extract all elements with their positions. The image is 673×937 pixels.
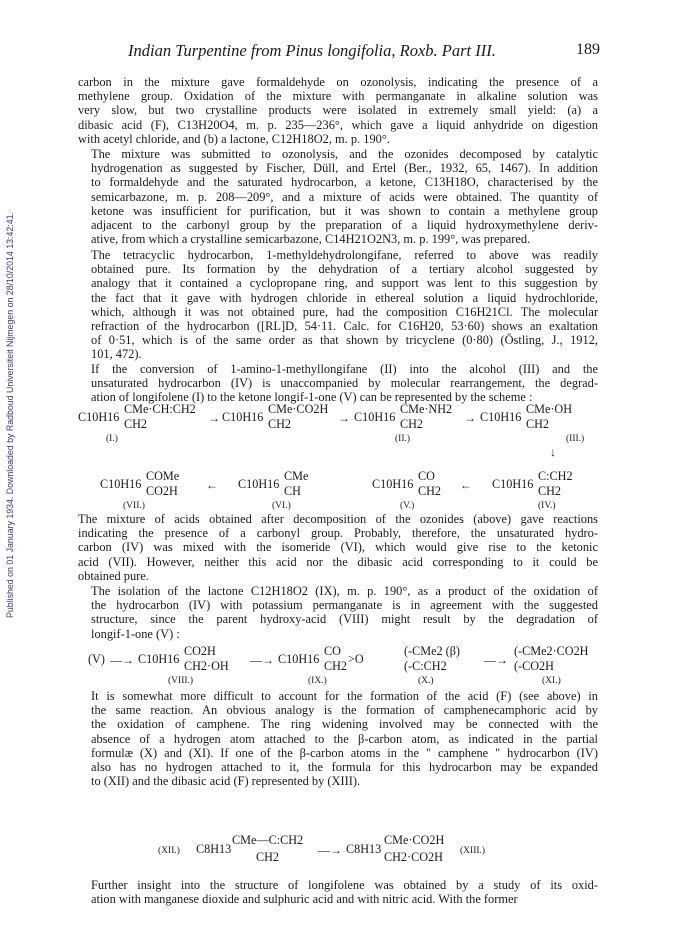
text-line: The isolation of the lactone C12H18O2 (IX), m. p. 190°, as a product of the oxidation of	[91, 584, 598, 598]
reaction-arrow: ←	[206, 478, 218, 492]
formula-top: CMe·CO2H	[268, 402, 329, 416]
text-line: The mixture was submitted to ozonolysis, and the ozonides decomposed by catalytic	[91, 147, 598, 161]
formula-bottom: CH2	[324, 659, 348, 673]
formula-bottom: CH2	[256, 850, 280, 864]
text-line: acid (VII). However, neither this acid nor the dibasic acid corresponding to it could be	[78, 554, 598, 569]
text-line: dibasic acid (F), C13H20O4, m. p. 235—236°, which gave a liquid anhydride on digestion	[78, 117, 598, 132]
text-line: carbon (IV) was mixed with the isomeride (VI), which would give rise to the ketonic	[78, 540, 598, 555]
text-line: methylene group. Oxidation of the mixture with permanganate in alkaline solution was	[78, 89, 598, 104]
text-line: obtained pure. Its formation by the dehydration of a tertiary alcohol suggested by	[91, 262, 598, 277]
paragraph	[78, 248, 598, 362]
text-line: absence of a hydrogen atom attached to the β-carbon atom, as indicated in the partial	[91, 731, 598, 746]
text-line: longif-1-one (V) :	[91, 626, 180, 641]
text-line: adjacent to the carbonyl group by the preparation of a liquid hydroxymethylene deriv-	[91, 218, 598, 233]
download-notice-text: Published on 01 January 1934. Downloaded by Radboud Universiteit Nijmegen on 28/10/2014 13:42:41.	[5, 212, 15, 618]
formula-core: C10H16	[372, 477, 414, 491]
formula-core: C10H16	[354, 410, 396, 424]
text-line: 101, 472).	[91, 347, 142, 362]
text-line: indicating the presence of a carbonyl group. Probably, therefore, the unsaturated hydro-	[78, 526, 598, 541]
reaction-arrow: —→	[318, 843, 342, 857]
reaction-arrow-down: ↓	[550, 445, 556, 459]
formula-label: (I.)	[106, 434, 118, 444]
formula-top: CO2H	[184, 644, 216, 658]
formula-bottom: CO2H	[146, 484, 178, 498]
formula-label: (XI.)	[542, 676, 561, 686]
formula-label: (V.)	[400, 501, 415, 511]
formula-label: (II.)	[395, 434, 411, 444]
paragraph	[78, 584, 598, 641]
reaction-arrow: →	[208, 411, 220, 425]
formula-top: COMe	[146, 469, 180, 483]
formula-label: (XIII.)	[460, 846, 486, 856]
text-line: carbon in the mixture gave formaldehyde on ozonolysis, indicating the presence of a	[78, 75, 598, 89]
formula-bottom: CH2	[124, 417, 148, 431]
formula-tail: >O	[348, 652, 364, 666]
reaction-arrow: →	[338, 411, 350, 425]
reaction-arrow: —→	[110, 653, 134, 667]
text-line: It is somewhat more difficult to account for the formation of the acid (F) (see above) in	[91, 689, 598, 703]
text-line: Further insight into the structure of longifolene was obtained by a study of its oxid-	[91, 878, 598, 892]
text-line: ation of longifolene (I) to the ketone longif-1-one (V) can be represented by the scheme :	[91, 390, 533, 405]
text-line: semicarbazone, m. p. 208—209°, and a mixture of acids were obtained. The quantity of	[91, 189, 598, 204]
text-line: very slow, but two crystalline products were isolated in extremely small yield: (a) a	[78, 103, 598, 118]
formula-top: CMe—C:CH2	[232, 833, 304, 847]
paragraph	[78, 512, 598, 583]
formula-top: CMe·CO2H	[384, 833, 445, 847]
running-title: Indian Turpentine from Pinus longifolia, Roxb. Part III.	[128, 41, 496, 60]
formula-top: CMe	[284, 469, 309, 483]
text-line: the fact that it gave with hydrogen chloride in ethereal solution a liquid hydrochloride,	[91, 290, 598, 305]
formula-bottom: CH2·CO2H	[384, 850, 443, 864]
formula-top: CMe·CH:CH2	[124, 402, 196, 416]
formula-top: CMe·NH2	[400, 402, 453, 416]
formula-label: (VIII.)	[168, 676, 194, 686]
text-line: the hydrocarbon (IV) with potassium permanganate is in agreement with the suggested	[91, 598, 598, 613]
text-line: of 0·51, which is of the same order as that shown by tricyclene (0·80) (Östling, J., 1912,	[91, 333, 598, 348]
text-line: If the conversion of 1-amino-1-methyllongifane (II) into the alcohol (III) and the	[91, 362, 598, 376]
text-line: to formaldehyde and the saturated hydrocarbon, a ketone, C13H18O, characterised by the	[91, 175, 598, 190]
text-line: analogy that it contained a cyclopropane ring, and support was lent to this suggestion by	[91, 276, 598, 291]
formula-core: C8H13	[346, 842, 382, 856]
paragraph	[78, 878, 598, 906]
page-header	[78, 41, 600, 61]
formula-core: C10H16	[480, 410, 522, 424]
formula-top: (-CMe2·CO2H	[514, 644, 589, 658]
download-notice-sidebar	[2, 110, 18, 720]
formula-label: (III.)	[566, 434, 585, 444]
paragraph	[78, 689, 598, 788]
reaction-arrow: —→	[250, 653, 274, 667]
paragraph	[78, 147, 598, 246]
text-line: obtained pure.	[78, 568, 149, 583]
text-line: formulæ (X) and (XI). If one of the β-carbon atoms in the " camphene " hydrocarbon (IV)	[91, 745, 598, 760]
paragraph	[78, 75, 598, 146]
formula-core: C10H16	[278, 652, 320, 666]
reaction-arrow: —→	[484, 653, 508, 667]
text-line: with acetyl chloride, and (b) a lactone, C12H18O2, m. p. 190°.	[78, 131, 390, 146]
formula-label: (X.)	[418, 676, 434, 686]
formula-label: (VII.)	[123, 501, 145, 511]
text-line: to (XII) and the dibasic acid (F) represented by (XIII).	[91, 774, 361, 789]
formula-bottom: CH2	[538, 484, 562, 498]
text-line: the same reaction. An obvious analogy is the formation of camphenecamphoric acid by	[91, 703, 598, 718]
formula-bottom: CH2	[418, 484, 442, 498]
formula-bottom: CH2·OH	[184, 659, 229, 673]
text-line: hydrogenation as suggested by Fischer, Düll, and Ertel (Ber., 1932, 65, 1467). In addition	[91, 161, 598, 176]
text-line: ative, from which a crystalline semicarbazone, C14H21O2N3, m. p. 199°, was prepared.	[91, 232, 531, 247]
paragraph	[78, 362, 598, 405]
formula-core: C10H16	[100, 477, 142, 491]
formula-bottom: CH2	[400, 417, 424, 431]
formula-core: C10H16	[492, 477, 534, 491]
text-line: which, although it was not obtained pure, had the composition C16H21Cl. The molecular	[91, 304, 598, 319]
formula-core: C10H16	[78, 410, 120, 424]
formula-top: CO	[418, 469, 435, 483]
formula-top: C:CH2	[538, 469, 573, 483]
text-line: the oxidation of camphene. The ring widening involved may be connected with the	[91, 717, 598, 732]
text-line: The mixture of acids obtained after decomposition of the ozonides (above) gave reactions	[78, 512, 598, 526]
page-number: 189	[576, 41, 600, 58]
reaction-arrow: →	[464, 411, 476, 425]
text-line: also has no hydrogen attached to it, the formula for this hydrocarbon may be expanded	[91, 760, 598, 775]
formula-core: C10H16	[238, 477, 280, 491]
text-line: ation with manganese dioxide and sulphuric acid and with nitric acid. With the former	[91, 892, 518, 907]
text-line: structure, since the parent hydroxy-acid (VIII) might result by the degradation of	[91, 612, 598, 627]
formula-bottom: CH2	[268, 417, 292, 431]
formula-bottom: CH	[284, 484, 301, 498]
formula-top: (-CMe2 (β)	[404, 644, 460, 658]
formula-label: (VI.)	[272, 501, 291, 511]
text-line: unsaturated hydrocarbon (IV) is unaccompanied by molecular rearrangement, the degrad-	[91, 376, 598, 391]
formula-top: CMe·OH	[526, 402, 573, 416]
text-line: ketone was insufficient for purification, but it was shown to contain a methylene group	[91, 203, 598, 218]
reaction-arrow: ←	[460, 478, 472, 492]
formula-top: CO	[324, 644, 341, 658]
formula-label: (IV.)	[538, 501, 556, 511]
formula-label: (IX.)	[308, 676, 327, 686]
text-line: The tetracyclic hydrocarbon, 1-methyldehydrolongifane, referred to above was readily	[91, 248, 598, 262]
formula-core: C10H16	[222, 410, 264, 424]
formula-core: C10H16	[138, 652, 180, 666]
formula-bottom: CH2	[526, 417, 550, 431]
formula-bottom: (-C:CH2	[404, 659, 447, 673]
text-line: refraction of the hydrocarbon ([RL]D, 54·11. Calc. for C16H20, 53·60) shows an exaltation	[91, 319, 598, 334]
formula-ref-V: (V)	[88, 652, 105, 666]
formula-core: C8H13	[196, 842, 232, 856]
formula-bottom: (-CO2H	[514, 659, 554, 673]
formula-label: (XII.)	[158, 846, 180, 856]
